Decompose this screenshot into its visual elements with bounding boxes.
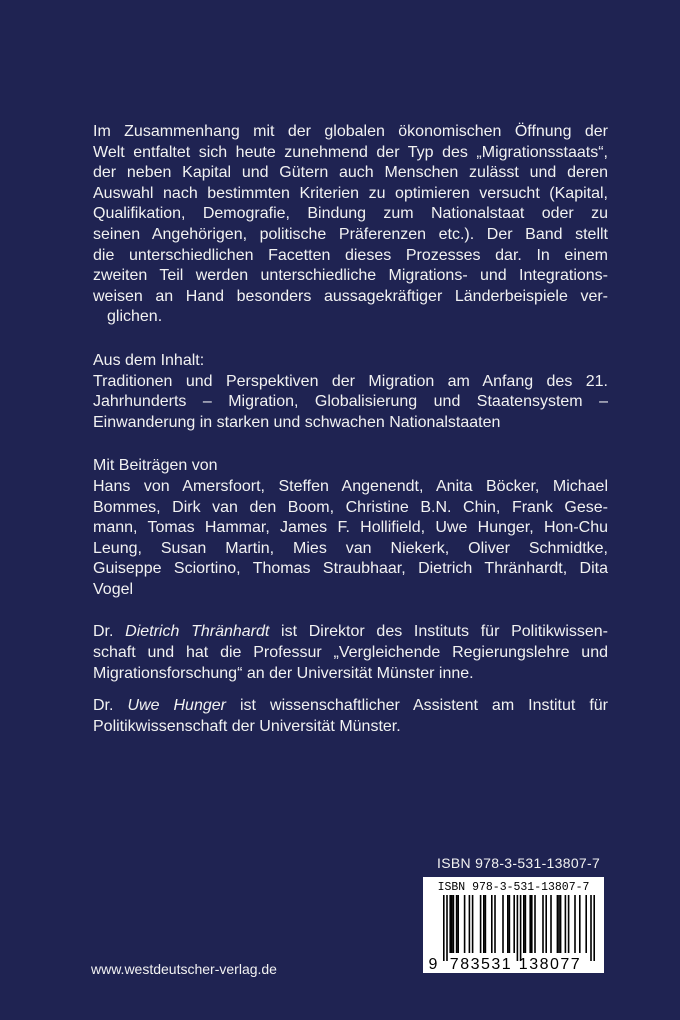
contributors-line: Hans von Amersfoort, Steffen Angenendt, Anita Böcker, Michael (93, 477, 608, 495)
barcode-bar (529, 895, 531, 953)
intro-line: zweiten Teil werden unterschiedliche Migrations- und Integrations- (93, 267, 608, 285)
barcode-bar (579, 895, 581, 953)
author-prefix: Dr. (93, 623, 126, 641)
barcode-bar (469, 895, 471, 953)
barcode-bar (565, 895, 567, 953)
intro-line: glichen. (107, 308, 163, 326)
intro-line: Auswahl nach bestimmten Kriterien zu optimieren versucht (Kapital, (93, 184, 608, 202)
intro-line: der neben Kapital und Gütern auch Menschen zulässt und deren (93, 164, 608, 182)
barcode-digits-right: 138077 (518, 956, 582, 973)
contributors-line: Bommes, Dirk van den Boom, Christine B.N. Chin, Frank Gese- (93, 498, 608, 516)
barcode-bar (593, 895, 595, 961)
intro-paragraph (93, 122, 608, 328)
contributors-line: Guiseppe Sciortino, Thomas Straubhaar, Dietrich Thränhardt, Dita (93, 560, 608, 578)
contributors-section (93, 456, 608, 600)
barcode-bar (509, 895, 511, 953)
intro-line: Welt entfaltet sich heute zunehmend der Typ des „Migrationsstaats“, (93, 143, 608, 161)
barcode-bar (520, 895, 522, 961)
contents-line: Traditionen und Perspektiven der Migration am Anfang des 21. (93, 372, 608, 390)
barcode-bar (513, 895, 515, 953)
barcode-bar (451, 895, 453, 953)
contents-line: Jahrhunderts – Migration, Globalisierung und Staatensystem – (93, 393, 608, 411)
blurb-text (93, 122, 608, 737)
barcode-bar (574, 895, 576, 953)
intro-line: seinen Angehörigen, politische Präferenzen etc.). Der Band stellt (93, 225, 608, 243)
author-prefix: Dr. (93, 697, 128, 715)
intro-line: weisen an Hand besonders aussagekräftiger Länderbeispiele ver- (93, 287, 608, 305)
barcode-bar (491, 895, 493, 953)
barcode-bar (457, 895, 459, 953)
barcode-bar (453, 895, 455, 953)
barcode-bar (517, 895, 519, 961)
intro-line: Im Zusammenhang mit der globalen ökonomischen Öffnung der (93, 123, 608, 140)
barcode-bar (534, 895, 536, 953)
barcode-bar (550, 895, 552, 953)
barcode-bar (456, 895, 458, 953)
intro-line: Qualifikation, Demografie, Bindung zum Nationalstaat oder zu (93, 205, 608, 223)
barcode-bar (485, 895, 487, 953)
barcode-bar (568, 895, 570, 953)
barcode-bar (557, 895, 559, 953)
barcode-bar (525, 895, 527, 953)
author-bio-thraenhardt (93, 622, 608, 684)
barcode-bar (502, 895, 504, 953)
barcode-bar (523, 895, 525, 953)
contents-line: Einwanderung in starken und schwachen Nationalstaaten (93, 413, 501, 431)
barcode-digits-left: 783531 (449, 956, 513, 973)
author-bio-text: ist wissenschaftlicher Assistent am Institut für (225, 697, 609, 715)
barcode-bar (446, 895, 448, 961)
author-name: Dietrich Thränhardt (125, 623, 270, 641)
barcode-bar (494, 895, 496, 953)
barcode-bar (542, 895, 544, 953)
author-bio-line: Politikwissenschaft der Universität Münster. (93, 717, 401, 735)
contributors-heading: Mit Beiträgen von (93, 457, 218, 475)
barcode-digit-first: 9 (428, 956, 438, 973)
barcode-bar (480, 895, 482, 953)
barcode-bar (545, 895, 547, 953)
author-bio-line (93, 696, 608, 717)
barcode-bar (464, 895, 466, 953)
author-bio-line: schaft und hat die Professur „Vergleichende Regierungslehre und (93, 644, 608, 662)
barcode-bar (507, 895, 509, 953)
author-name: Uwe Hunger (127, 697, 226, 715)
isbn-barcode (423, 877, 604, 973)
contents-section (93, 351, 608, 433)
author-bio-hunger (93, 696, 608, 737)
barcode-bar (585, 895, 587, 953)
barcode-bar (443, 895, 445, 961)
contributors-line: Vogel (93, 580, 134, 598)
contributors-line: mann, Tomas Hammar, James F. Hollifield, Uwe Hunger, Hon-Chu (93, 519, 608, 537)
barcode-bar (560, 895, 562, 953)
barcode-bar (590, 895, 592, 961)
barcode-bar (558, 895, 560, 953)
author-bio-line (93, 622, 608, 643)
intro-line: die unterschiedlichen Facetten dieses Prozesses dar. In einem (93, 246, 608, 264)
barcode-bars (443, 895, 595, 961)
contributors-line: Leung, Susan Martin, Mies van Niekerk, Oliver Schmidtke, (93, 539, 608, 557)
barcode-graphic (423, 877, 604, 973)
barcode-bar (483, 895, 485, 953)
author-bio-line: Migrationsforschung“ an der Universität Münster inne. (93, 664, 474, 682)
contents-heading: Aus dem Inhalt: (93, 351, 205, 369)
publisher-url: www.westdeutscher-verlag.de (91, 961, 277, 977)
barcode-bar (449, 895, 451, 953)
author-bio-text: ist Direktor des Instituts für Politikwissen- (269, 623, 609, 641)
barcode-bar (472, 895, 474, 953)
barcode-top-text: ISBN 978-3-531-13807-7 (437, 881, 590, 894)
isbn-label: ISBN 978-3-531-13807-7 (437, 855, 601, 871)
barcode-bar (531, 895, 533, 953)
